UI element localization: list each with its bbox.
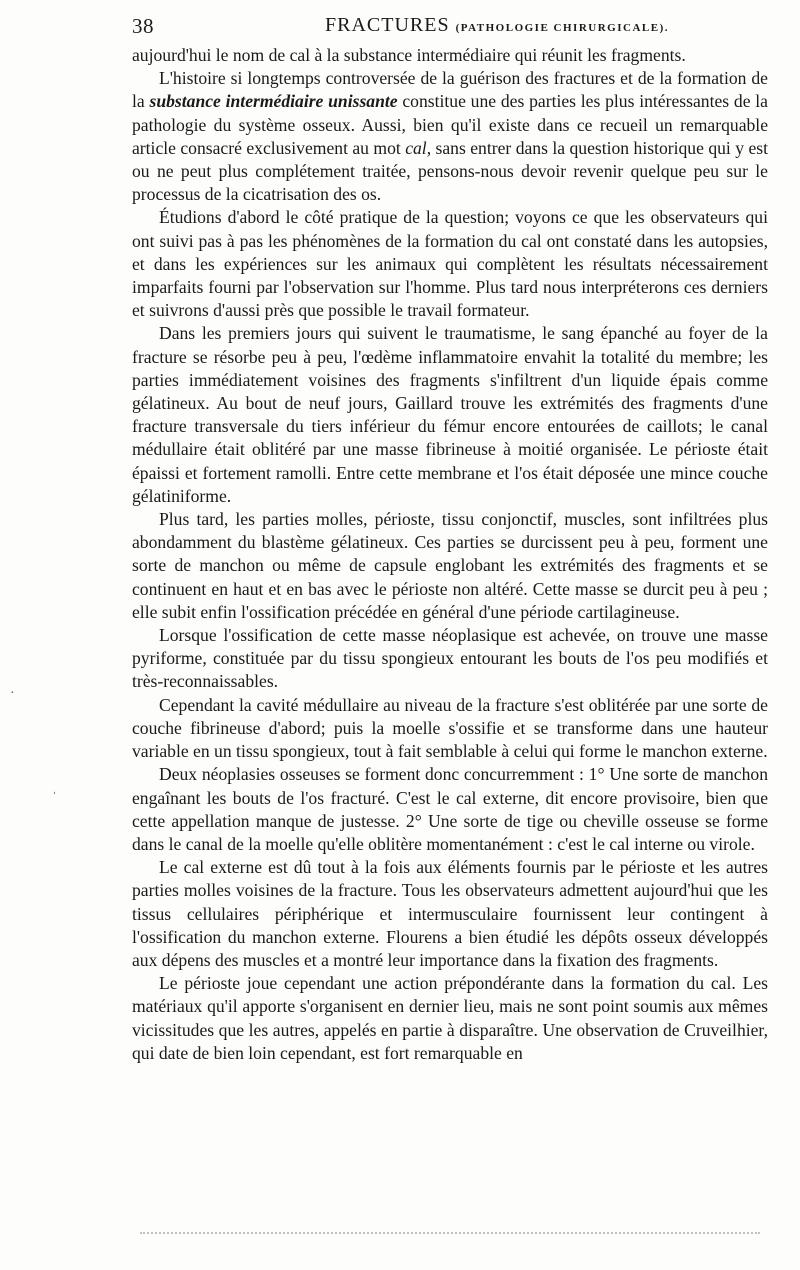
paragraph [132, 624, 768, 694]
paragraph-text: Lorsque l'ossification de cette masse néoplasique est achevée, on trouve une masse pyriforme, constituée par du tissu spongieux entourant les bouts de l'os peu modifiés et très-reconnaissables. [132, 625, 768, 692]
page-number: 38 [132, 14, 154, 38]
paragraph-text: Le cal externe est dû tout à la fois aux éléments fournis par le périoste et les autres parties molles voisines de la fracture. Tous les observateurs admettent aujourd'hui que les tissus cellulaires périphérique et intermusculaire fournissent leur contingent à l'ossification du manchon externe. Flourens a bien étudié les dépôts osseux développés aux dépens des muscles et a montré leur importance dans la fixation des fragments. [132, 857, 768, 970]
emphasis-text: cal [405, 137, 427, 158]
paragraph-text: aujourd'hui le nom de cal à la substance intermédiaire qui réunit les fragments. [132, 45, 686, 65]
paragraph-text: Étudions d'abord le côté pratique de la question; voyons ce que les observateurs qui ont suivi pas à pas les phénomènes de la formation du cal ont constaté dans les autopsies, et dans les expériences sur les animaux qui complètent les résultats nécessairement imparfaits fourni par l'observation sur l'homme. Plus tard nous interpréterons ces derniers et suivrons d'aussi près que possible le travail formateur. [132, 207, 768, 321]
paragraph-text: Le périoste joue cependant une action prépondérante dans la formation du cal. Les matériaux qu'il apporte s'organisent en dernier lieu, mais ne sont point soumis aux mêmes vicissitudes que les autres, appelés en partie à disparaître. Une observation de Cruveilhier, qui date de bien loin cependant, est fort remarquable en [132, 973, 768, 1063]
paragraph [132, 508, 768, 624]
paragraph-text: Plus tard, les parties molles, périoste, tissu conjonctif, muscles, sont infiltrées plus abondamment du blastème gélatineux. Ces parties se durcissent peu à peu, forment une sorte de manchon ou même de capsule englobant les extrémités des fragments et se continuent en haut et en bas avec le périoste non altéré. Cette masse se durcit peu à peu ; elle subit enfin l'ossification précédée en général d'une période cartilagineuse. [132, 509, 768, 622]
body-text [132, 44, 768, 1065]
paragraph-text: L'histoire si longtemps controversée de la guérison des fractures et de la formation de la [132, 68, 768, 112]
paragraph-text: constitue une des parties les plus intéressantes de la pathologie du système osseux. Aussi, bien qu'il existe dans ce recueil un remarquable article consacré exclusivement au mot [132, 91, 768, 158]
emphasis-text: substance intermédiaire unissante [149, 91, 398, 112]
paragraph-text: Deux néoplasies osseuses se forment donc concurremment : 1° Une sorte de manchon engaînant les bouts de l'os fracturé. C'est le cal externe, dit encore provisoire, bien que cette appellation manque de justesse. 2° Une sorte de tige ou cheville osseuse se forme dans le canal de la moelle qu'elle oblitère momentanément : c'est le cal interne ou virole. [132, 764, 768, 854]
running-head [222, 14, 772, 37]
paragraph [132, 856, 768, 972]
margin-mark: · [10, 686, 15, 701]
paragraph [132, 763, 768, 856]
paragraph [132, 972, 768, 1065]
page-header [132, 14, 772, 44]
running-head-title: FRACTURES [325, 14, 450, 36]
paragraph [132, 206, 768, 322]
paragraph [132, 322, 768, 508]
running-head-subtitle: (PATHOLOGIE CHIRURGICALE). [455, 22, 669, 34]
margin-mark: ˌ [52, 780, 57, 795]
paragraph-text: Dans les premiers jours qui suivent le traumatisme, le sang épanché au foyer de la fracture se résorbe peu à peu, l'œdème inflammatoire envahit la totalité du membre; les parties immédiatement voisines des fragments s'infiltrent d'un liquide épais comme gélatineux. Au bout de neuf jours, Gaillard trouve les extrémités des fragments d'une fracture transversale du tiers inférieur du fémur encore entourées de caillots; le canal médullaire était oblitéré par une masse fibrineuse à moitié organisée. Le périoste était épaissi et fortement ramolli. Entre cette membrane et l'os était déposée une mince couche gélatiniforme. [132, 323, 768, 506]
paragraph-text: , sans entrer dans la question historique qui y est ou ne peut plus complétement traitée, pensons-nous devoir revenir quelque peu sur le processus de la cicatrisation des os. [132, 137, 768, 205]
paragraph [132, 694, 768, 764]
paragraph-text: Cependant la cavité médullaire au niveau de la fracture s'est oblitérée par une sorte de couche fibrineuse d'abord; puis la moelle s'ossifie et se transforme dans une hauteur variable en un tissu spongieux, tout à fait semblable à celui qui forme le manchon externe. [132, 694, 768, 762]
footer-dots [140, 1232, 760, 1242]
paragraph [132, 44, 768, 67]
paragraph [132, 67, 768, 206]
